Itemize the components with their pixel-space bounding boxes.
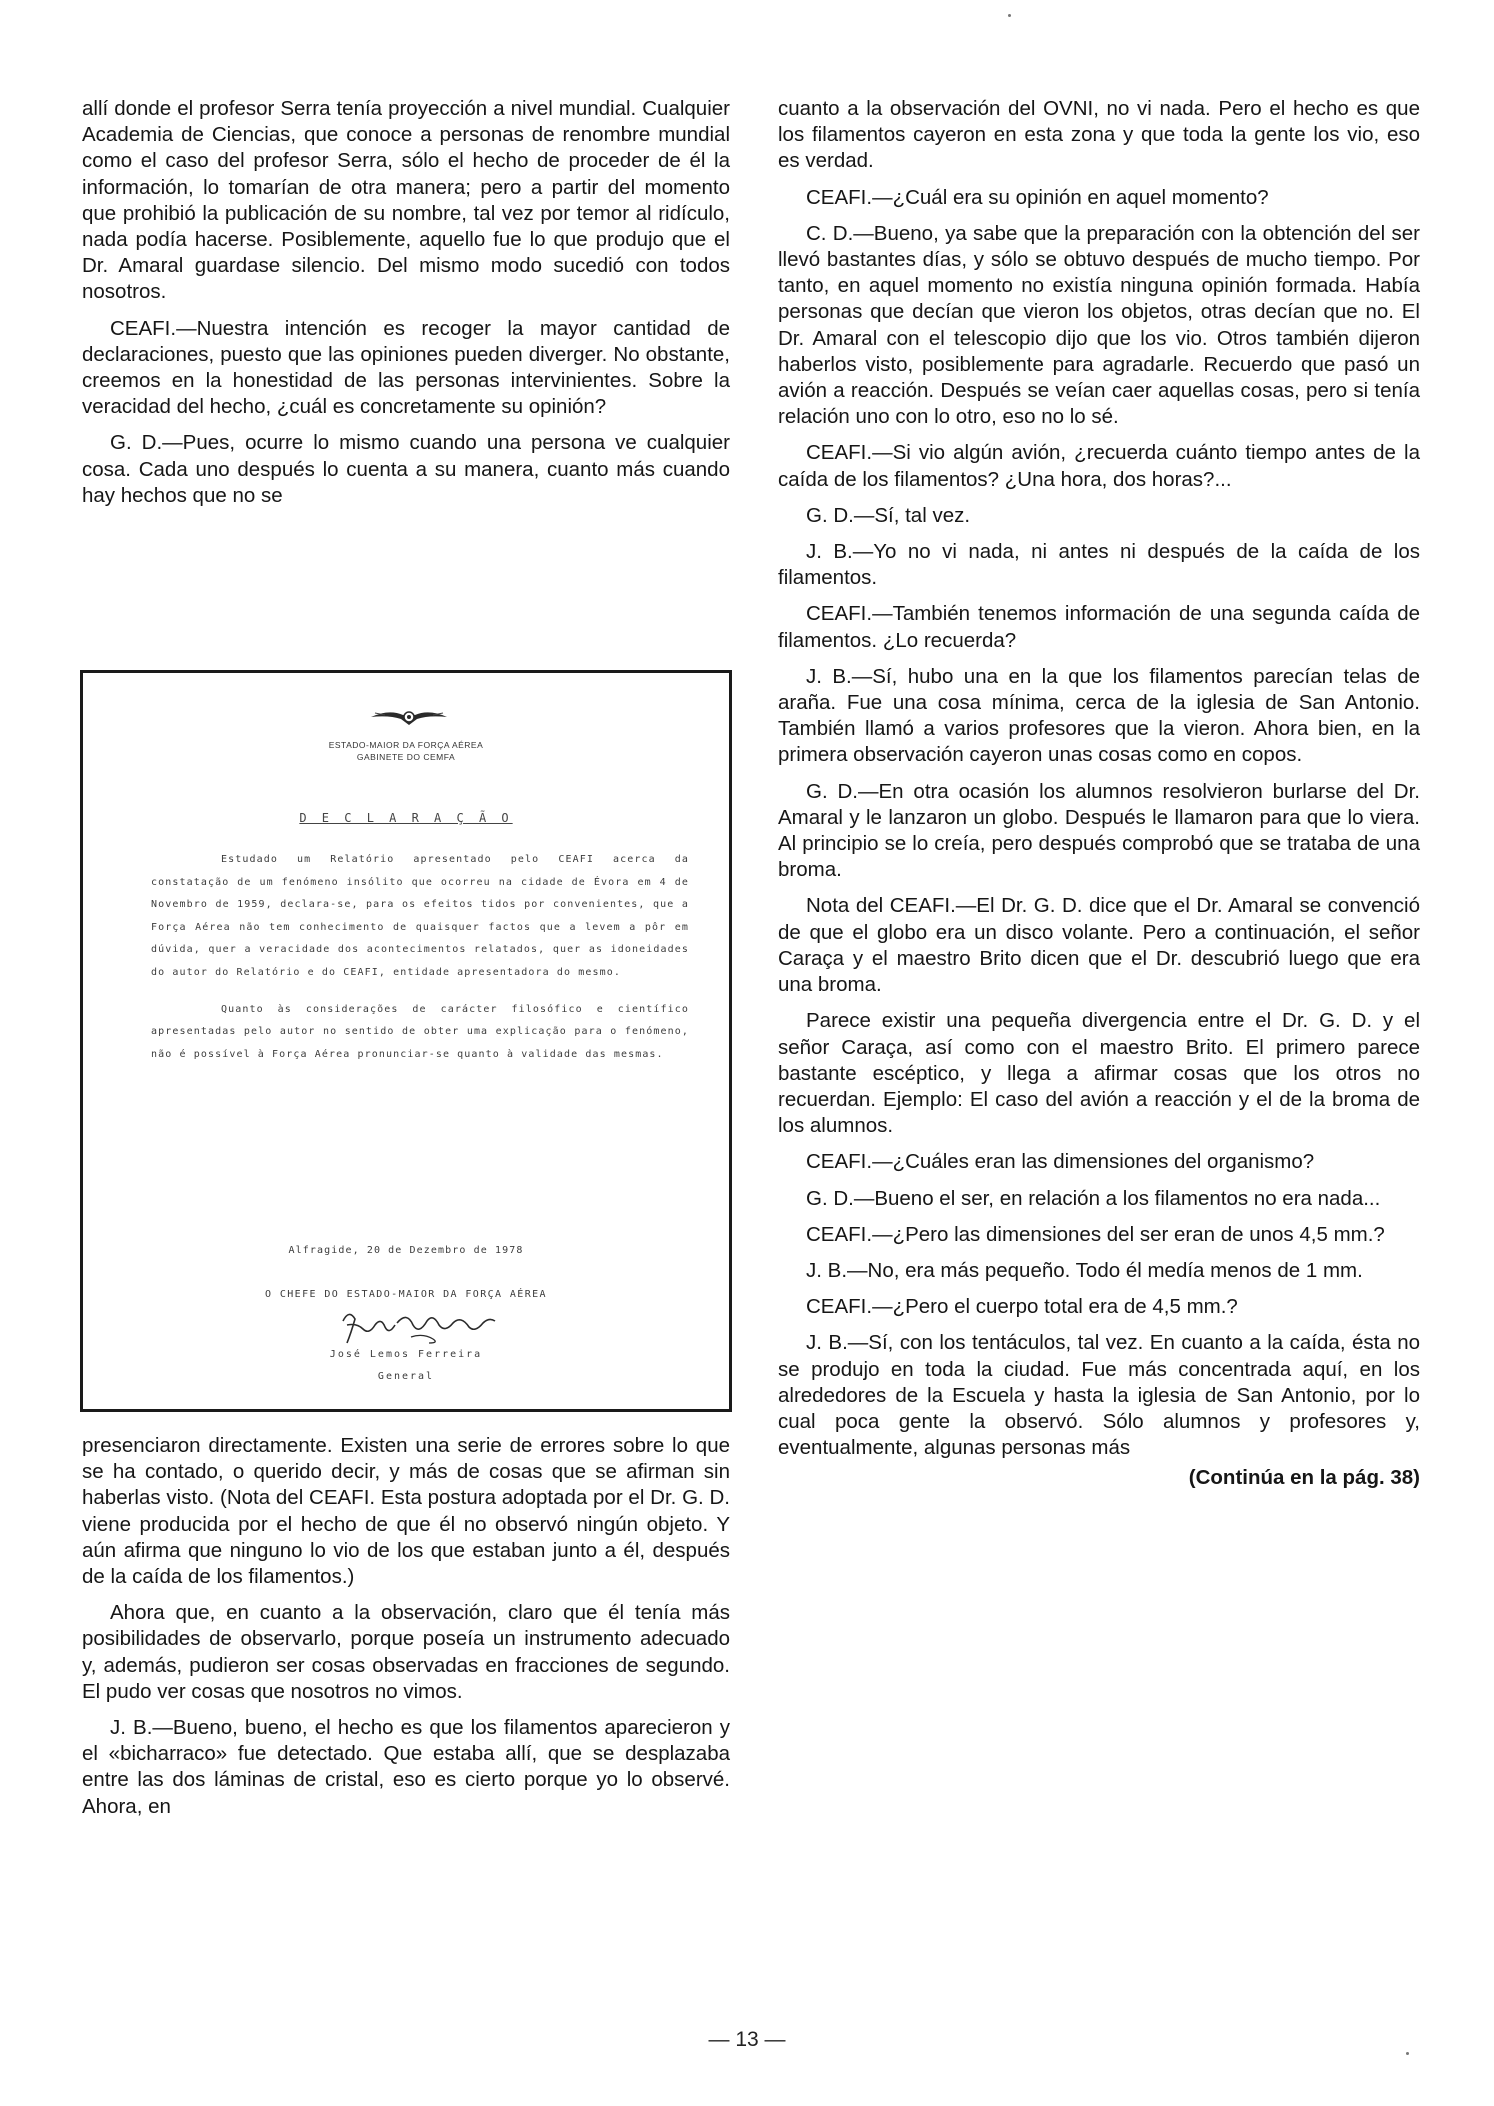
paragraph: CEAFI.—¿Pero el cuerpo total era de 4,5 mm.? [806,1295,1238,1319]
letter-paragraph: Estudado um Relatório apresentado pelo CEAFI acerca da constatação de um fenómeno insólito que ocorreu na cidade de Évora em 4 de Novembro de 1959, declara-se, para os efeitos tidos por convenientes, que a Força Aérea não tem conhecimento de quaisquer factos que a levem a pôr em dúvida, quer a veracidade dos acontecimentos relatados, quer as idoneidades do autor do Relatório e do CEAFI, entidade apresentadora do mesmo. [151,854,689,978]
paragraph: CEAFI.—¿Cuál era su opinión en aquel momento? [806,185,1269,209]
paragraph: J. B.—Bueno, bueno, el hecho es que los filamentos aparecieron y el «bicharraco» fue detectado. Que estaba allí, que se desplazaba entre las dos láminas de cristal, eso es cierto porque yo lo observé. Ahora, en [82,1716,730,1818]
paragraph: presenciaron directamente. Existen una serie de errores sobre lo que se ha contado, o querido decir, y más de cosas que se afirman sin haberlas visto. (Nota del CEAFI. Esta postura adoptada por el Dr. G. D. viene producida por el hecho de que él no observó ningún objeto. Y aún afirma que ninguno lo vio de los que estaban junto a él, después de la caída de los filamentos.) [82,1434,730,1589]
paragraph: G. D.—En otra ocasión los alumnos resolvieron burlarse del Dr. Amaral y le lanzaron un globo. Después le llamaron para que lo viera. Al principio se lo creía, pero después comprobó que se trataba de una broma. [778,779,1420,882]
letter-header-line: ESTADO-MAIOR DA FORÇA AÉREA [328,740,484,750]
letter-title: D E C L A R A Ç Ã O [299,811,513,825]
paragraph: J. B.—No, era más pequeño. Todo él medía menos de 1 mm. [806,1258,1363,1282]
paragraph: CEAFI.—¿Pero las dimensiones del ser eran de unos 4,5 mm.? [806,1222,1385,1246]
paragraph: C. D.—Bueno, ya sabe que la preparación con la obtención del ser llevó bastantes días, y sólo se obtuvo después de mucho tiempo. Por tanto, en aquel momento no existía ninguna opinión formada. Había personas que decían que vieron los objetos, otras decían que no. El Dr. Amaral con el telescopio dijo que los vio. Otros también dijeron haberlos visto, posiblemente para agradarle. Recuerdo que pasó un avión a reacción. Después se veían caer aquellas cosas, pero si tenía relación uno con lo otro, eso no lo sé. [778,221,1420,429]
air-force-crest-icon [369,703,449,733]
page-number: — 13 — [708,2028,786,2051]
paragraph: Ahora que, en cuanto a la observación, claro que él tenía más posibilidades de observarlo, porque poseía un instrumento adecuado y, además, pudieron ser cosas observadas en fracciones de segundo. El pudo ver cosas que nosotros no vimos. [82,1601,730,1703]
paragraph: J. B.—Sí, hubo una en la que los filamentos parecían telas de araña. Fue una cosa mínima, cerca de la iglesia de San Antonio. También llamó a varios profesores que la vieron. Ahora bien, en la primera observación cayeron unas cosas como en copos. [778,664,1420,767]
letter-signatory-name: José Lemos Ferreira [329,1349,483,1360]
paragraph: G. D.—Bueno el ser, en relación a los filamentos no era nada... [806,1186,1381,1210]
handwritten-signature [333,1303,503,1349]
declaration-letter-facsimile [80,670,732,1412]
paragraph: CEAFI.—Nuestra intención es recoger la mayor cantidad de declaraciones, puesto que las opiniones pueden diverger. No obstante, creemos en la honestidad de las personas intervinientes. Sobre la veracidad del hecho, ¿cuál es concretamente su opinión? [82,316,730,419]
letter-signatory-title: O CHEFE DO ESTADO-MAIOR DA FORÇA AÉREA [265,1289,547,1300]
paragraph: J. B.—Sí, con los tentáculos, tal vez. En cuanto a la caída, ésta no se produjo en toda la ciudad. Fue más concentrada aquí, en los alrededores de la Escuela y hasta la iglesia de San Antonio, por lo cual poca gente la observó. Sólo alumnos y profesores y, eventualmente, algunas personas más [778,1331,1420,1460]
letter-body [151,849,689,1080]
paragraph: G. D.—Sí, tal vez. [806,503,971,527]
letter-paragraph: Quanto às considerações de carácter filosófico e científico apresentadas pelo autor no sentido de obter uma explicação para o fenómeno, não é possível à Força Aérea pronunciar-se quanto à validade das mesmas. [151,1003,689,1060]
letter-header-line: GABINETE DO CEMFA [356,752,456,762]
paragraph: CEAFI.—¿Cuáles eran las dimensiones del organismo? [806,1150,1315,1174]
paragraph: Parece existir una pequeña divergencia entre el Dr. G. D. y el señor Caraça, así como con el maestro Brito. El primero parece bastante escéptico, y llega a afirmar cosas que los otros no recuerdan. Ejemplo: El caso del avión a reacción y el de la broma de los alumnos. [778,1009,1420,1138]
paragraph: allí donde el profesor Serra tenía proyección a nivel mundial. Cualquier Academia de Ciencias, que conoce a personas de renombre mundial como el caso del profesor Serra, sólo el hecho de proceder de él la información, lo tomarían de otra manera; pero a partir del momento que prohibió la publicación de su nombre, tal vez por temor al ridículo, nada podía hacerse. Posiblemente, aquello fue lo que produjo que el Dr. Amaral guardase silencio. Del mismo modo sucedió con todos nosotros. [82,97,730,304]
paragraph: J. B.—Yo no vi nada, ni antes ni después de la caída de los filamentos. [778,540,1420,590]
letter-date: Alfragide, 20 de Dezembro de 1978 [288,1245,524,1256]
letter-header [83,739,729,763]
paragraph: Nota del CEAFI.—El Dr. G. D. dice que el Dr. Amaral se convenció de que el globo era un disco volante. Pero a continuación, el señor Caraça y el maestro Brito dicen que el Dr. descubrió luego que era una broma. [778,894,1420,997]
paragraph: CEAFI.—Si vio algún avión, ¿recuerda cuánto tiempo antes de la caída de los filamentos? ¿Una hora, dos horas?... [778,441,1420,491]
left-column [82,96,730,519]
paragraph: CEAFI.—También tenemos información de una segunda caída de filamentos. ¿Lo recuerda? [778,602,1420,652]
letter-signatory-rank: General [377,1371,435,1382]
right-column [778,96,1420,1492]
paragraph: cuanto a la observación del OVNI, no vi nada. Pero el hecho es que los filamentos cayeron en esta zona y que toda la gente los vio, eso es verdad. [778,97,1420,173]
left-column-continued [82,1433,730,1830]
print-speck [1406,2052,1409,2055]
continued-note: (Continúa en la pág. 38) [1188,1466,1420,1490]
print-speck [1008,14,1011,17]
paragraph: G. D.—Pues, ocurre lo mismo cuando una persona ve cualquier cosa. Cada uno después lo cuenta a su manera, cuanto más cuando hay hechos que no se [82,431,730,507]
